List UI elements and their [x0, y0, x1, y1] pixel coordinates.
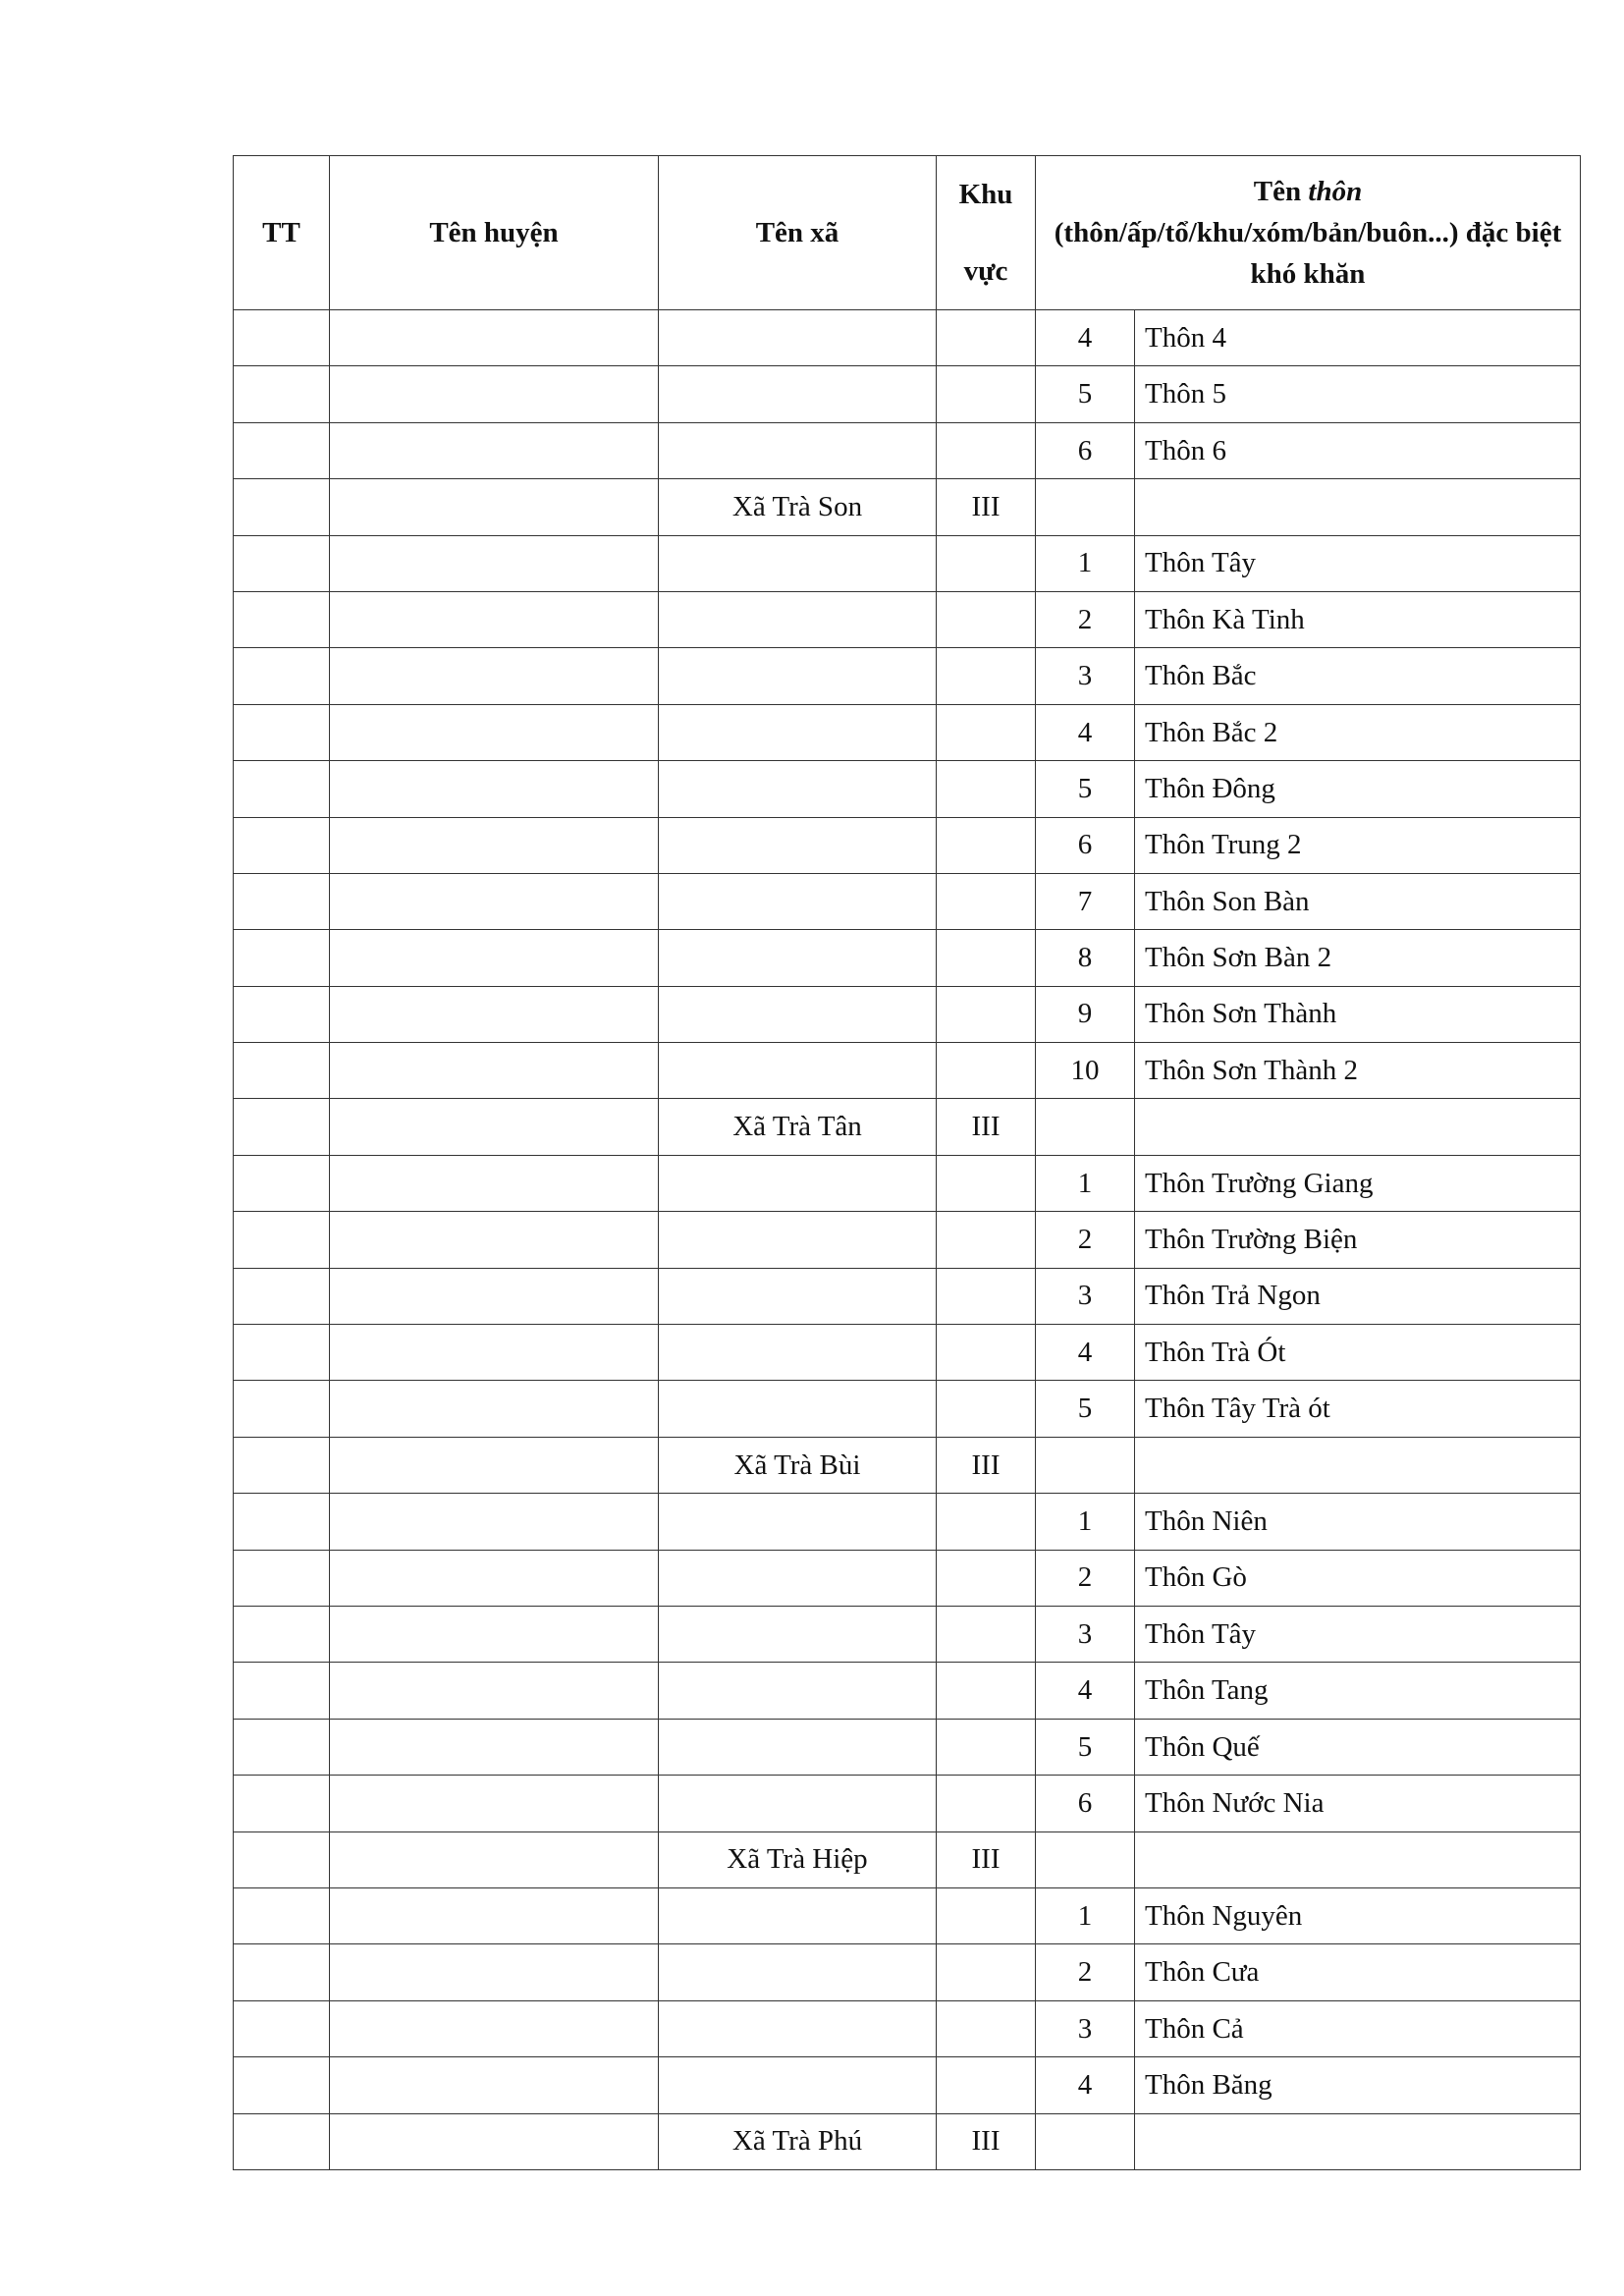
- cell-village-name: Thôn 6: [1135, 422, 1581, 478]
- cell-commune: [659, 1325, 937, 1381]
- cell-tt: [234, 873, 330, 929]
- cell-village-name: Thôn 5: [1135, 366, 1581, 422]
- cell-region: [937, 591, 1036, 647]
- table-row: [234, 1831, 1581, 1887]
- cell-commune: [659, 535, 937, 591]
- table-row: [234, 930, 1581, 986]
- cell-tt: [234, 1381, 330, 1437]
- cell-district: [330, 1268, 659, 1324]
- cell-region: [937, 1944, 1036, 2000]
- table-row: [234, 366, 1581, 422]
- table-body: [234, 310, 1581, 2170]
- cell-village-number: 4: [1036, 1325, 1135, 1381]
- cell-village-name: [1135, 2113, 1581, 2169]
- cell-village-number: 5: [1036, 761, 1135, 817]
- cell-region: [937, 1155, 1036, 1211]
- cell-district: [330, 930, 659, 986]
- cell-region: [937, 422, 1036, 478]
- cell-village-number: 3: [1036, 2000, 1135, 2056]
- cell-commune: [659, 1155, 937, 1211]
- header-tt: [234, 156, 330, 310]
- cell-tt: [234, 1437, 330, 1493]
- cell-commune: [659, 422, 937, 478]
- table-row: [234, 986, 1581, 1042]
- cell-village-number: 3: [1036, 1268, 1135, 1324]
- cell-commune: [659, 817, 937, 873]
- cell-region: III: [937, 1099, 1036, 1155]
- cell-commune: [659, 366, 937, 422]
- cell-commune: [659, 873, 937, 929]
- cell-region: [937, 704, 1036, 760]
- cell-village-number: 1: [1036, 1494, 1135, 1550]
- village-table: [233, 155, 1581, 2170]
- cell-district: [330, 2057, 659, 2113]
- cell-village-number: 2: [1036, 1212, 1135, 1268]
- cell-tt: [234, 2113, 330, 2169]
- header-commune: [659, 156, 937, 310]
- cell-village-number: 9: [1036, 986, 1135, 1042]
- cell-commune: [659, 1944, 937, 2000]
- cell-tt: [234, 817, 330, 873]
- cell-region: [937, 873, 1036, 929]
- header-village-line3: khó khăn: [1250, 258, 1366, 290]
- header-region: [937, 156, 1036, 310]
- cell-district: [330, 1831, 659, 1887]
- cell-tt: [234, 1268, 330, 1324]
- table-row: [234, 591, 1581, 647]
- cell-district: [330, 1494, 659, 1550]
- cell-village-name: Thôn Trường Biện: [1135, 1212, 1581, 1268]
- cell-commune: [659, 1606, 937, 1662]
- table-row: [234, 422, 1581, 478]
- cell-tt: [234, 2057, 330, 2113]
- cell-village-number: 5: [1036, 1381, 1135, 1437]
- cell-village-name: Thôn Sơn Thành 2: [1135, 1043, 1581, 1099]
- cell-tt: [234, 1494, 330, 1550]
- cell-commune: Xã Trà Hiệp: [659, 1831, 937, 1887]
- cell-commune: [659, 310, 937, 366]
- cell-village-number: 2: [1036, 1944, 1135, 2000]
- cell-village-number: [1036, 479, 1135, 535]
- cell-district: [330, 591, 659, 647]
- header-village: [1036, 156, 1581, 310]
- cell-village-name: Thôn Kà Tinh: [1135, 591, 1581, 647]
- cell-district: [330, 986, 659, 1042]
- cell-tt: [234, 479, 330, 535]
- cell-district: [330, 1155, 659, 1211]
- cell-village-name: Thôn Gò: [1135, 1550, 1581, 1606]
- cell-tt: [234, 1212, 330, 1268]
- cell-village-name: Thôn Niên: [1135, 1494, 1581, 1550]
- cell-commune: [659, 761, 937, 817]
- cell-village-number: 6: [1036, 817, 1135, 873]
- cell-region: [937, 535, 1036, 591]
- cell-village-name: Thôn Sơn Bàn 2: [1135, 930, 1581, 986]
- cell-commune: [659, 2000, 937, 2056]
- header-region-line1: Khu: [958, 179, 1013, 210]
- cell-village-number: [1036, 1437, 1135, 1493]
- cell-village-number: 4: [1036, 310, 1135, 366]
- cell-region: [937, 1663, 1036, 1719]
- cell-commune: [659, 591, 937, 647]
- cell-region: [937, 986, 1036, 1042]
- cell-village-name: Thôn Cưa: [1135, 1944, 1581, 2000]
- cell-village-name: Thôn Son Bàn: [1135, 873, 1581, 929]
- cell-village-name: Thôn Nguyên: [1135, 1887, 1581, 1943]
- cell-village-number: 4: [1036, 704, 1135, 760]
- cell-commune: [659, 1550, 937, 1606]
- table-row: [234, 1381, 1581, 1437]
- header-district-label: Tên huyện: [429, 216, 559, 248]
- cell-tt: [234, 1663, 330, 1719]
- cell-district: [330, 1663, 659, 1719]
- cell-commune: [659, 1663, 937, 1719]
- cell-district: [330, 1043, 659, 1099]
- cell-tt: [234, 1944, 330, 2000]
- cell-tt: [234, 930, 330, 986]
- table-row: [234, 761, 1581, 817]
- cell-region: [937, 1325, 1036, 1381]
- cell-village-name: Thôn Trà Ót: [1135, 1325, 1581, 1381]
- cell-village-number: 7: [1036, 873, 1135, 929]
- cell-village-number: 2: [1036, 591, 1135, 647]
- table-row: [234, 1776, 1581, 1831]
- cell-village-number: 4: [1036, 1663, 1135, 1719]
- cell-tt: [234, 422, 330, 478]
- cell-village-number: 6: [1036, 1776, 1135, 1831]
- header-row: [234, 156, 1581, 310]
- cell-village-name: Thôn Đông: [1135, 761, 1581, 817]
- cell-village-number: 5: [1036, 366, 1135, 422]
- cell-district: [330, 1212, 659, 1268]
- table-row: [234, 817, 1581, 873]
- cell-tt: [234, 591, 330, 647]
- table-row: [234, 648, 1581, 704]
- cell-region: [937, 1606, 1036, 1662]
- cell-region: [937, 1887, 1036, 1943]
- table-row: [234, 1212, 1581, 1268]
- cell-village-number: 4: [1036, 2057, 1135, 2113]
- table-row: [234, 479, 1581, 535]
- table-row: [234, 1887, 1581, 1943]
- cell-village-name: Thôn Tây Trà ót: [1135, 1381, 1581, 1437]
- cell-commune: [659, 704, 937, 760]
- cell-district: [330, 648, 659, 704]
- table-row: [234, 1606, 1581, 1662]
- cell-village-name: Thôn Quế: [1135, 1719, 1581, 1775]
- cell-commune: Xã Trà Bùi: [659, 1437, 937, 1493]
- cell-commune: Xã Trà Son: [659, 479, 937, 535]
- cell-village-name: Thôn Bắc: [1135, 648, 1581, 704]
- cell-village-name: Thôn Trung 2: [1135, 817, 1581, 873]
- cell-village-number: 2: [1036, 1550, 1135, 1606]
- cell-commune: [659, 1268, 937, 1324]
- cell-district: [330, 1437, 659, 1493]
- cell-district: [330, 2113, 659, 2169]
- cell-village-number: 1: [1036, 1155, 1135, 1211]
- cell-district: [330, 704, 659, 760]
- cell-region: [937, 817, 1036, 873]
- cell-tt: [234, 1776, 330, 1831]
- cell-village-number: [1036, 1831, 1135, 1887]
- cell-district: [330, 2000, 659, 2056]
- cell-tt: [234, 535, 330, 591]
- cell-district: [330, 1550, 659, 1606]
- cell-commune: [659, 1494, 937, 1550]
- table-row: [234, 1155, 1581, 1211]
- cell-tt: [234, 2000, 330, 2056]
- cell-region: III: [937, 1437, 1036, 1493]
- cell-village-name: Thôn Trường Giang: [1135, 1155, 1581, 1211]
- header-village-line2: (thôn/ấp/tổ/khu/xóm/bản/buôn...) đặc biệt: [1054, 217, 1562, 248]
- cell-region: [937, 1268, 1036, 1324]
- cell-commune: [659, 986, 937, 1042]
- cell-region: [937, 930, 1036, 986]
- cell-district: [330, 1887, 659, 1943]
- cell-commune: [659, 1381, 937, 1437]
- cell-region: [937, 1212, 1036, 1268]
- cell-village-name: Thôn Tang: [1135, 1663, 1581, 1719]
- cell-region: [937, 1776, 1036, 1831]
- cell-village-number: 6: [1036, 422, 1135, 478]
- table-row: [234, 1944, 1581, 2000]
- header-tt-label: TT: [262, 216, 300, 248]
- cell-region: III: [937, 2113, 1036, 2169]
- cell-region: [937, 2057, 1036, 2113]
- header-district: [330, 156, 659, 310]
- cell-village-name: [1135, 1437, 1581, 1493]
- cell-tt: [234, 1719, 330, 1775]
- cell-tt: [234, 761, 330, 817]
- cell-tt: [234, 1325, 330, 1381]
- table-row: [234, 1494, 1581, 1550]
- table-row: [234, 310, 1581, 366]
- header-village-italic: thôn: [1308, 176, 1363, 207]
- cell-commune: [659, 1776, 937, 1831]
- cell-region: [937, 648, 1036, 704]
- cell-village-number: 8: [1036, 930, 1135, 986]
- cell-district: [330, 479, 659, 535]
- cell-district: [330, 366, 659, 422]
- cell-village-name: [1135, 479, 1581, 535]
- cell-tt: [234, 1099, 330, 1155]
- cell-commune: Xã Trà Tân: [659, 1099, 937, 1155]
- table-row: [234, 2000, 1581, 2056]
- cell-village-name: Thôn Bắc 2: [1135, 704, 1581, 760]
- cell-village-number: [1036, 1099, 1135, 1155]
- table-row: [234, 1099, 1581, 1155]
- cell-region: [937, 2000, 1036, 2056]
- cell-village-number: 3: [1036, 648, 1135, 704]
- cell-village-name: Thôn Tây: [1135, 535, 1581, 591]
- table-row: [234, 1043, 1581, 1099]
- cell-tt: [234, 1831, 330, 1887]
- table-row: [234, 1550, 1581, 1606]
- cell-tt: [234, 1887, 330, 1943]
- cell-village-name: Thôn Cả: [1135, 2000, 1581, 2056]
- cell-region: [937, 310, 1036, 366]
- cell-village-number: 10: [1036, 1043, 1135, 1099]
- cell-commune: [659, 1719, 937, 1775]
- cell-tt: [234, 1043, 330, 1099]
- cell-district: [330, 1325, 659, 1381]
- cell-region: III: [937, 1831, 1036, 1887]
- table-row: [234, 1325, 1581, 1381]
- cell-tt: [234, 366, 330, 422]
- header-region-line2: vực: [963, 255, 1008, 287]
- cell-tt: [234, 704, 330, 760]
- cell-region: [937, 1550, 1036, 1606]
- table-row: [234, 1719, 1581, 1775]
- cell-district: [330, 422, 659, 478]
- cell-district: [330, 535, 659, 591]
- table-row: [234, 1268, 1581, 1324]
- cell-district: [330, 310, 659, 366]
- table-row: [234, 1663, 1581, 1719]
- cell-tt: [234, 1155, 330, 1211]
- cell-region: III: [937, 479, 1036, 535]
- cell-commune: Xã Trà Phú: [659, 2113, 937, 2169]
- table-row: [234, 704, 1581, 760]
- cell-village-number: 3: [1036, 1606, 1135, 1662]
- cell-village-name: Thôn Sơn Thành: [1135, 986, 1581, 1042]
- cell-village-number: 1: [1036, 535, 1135, 591]
- cell-district: [330, 1719, 659, 1775]
- table-row: [234, 535, 1581, 591]
- cell-district: [330, 1944, 659, 2000]
- cell-district: [330, 1099, 659, 1155]
- cell-commune: [659, 1043, 937, 1099]
- cell-village-name: Thôn Nước Nia: [1135, 1776, 1581, 1831]
- cell-village-number: [1036, 2113, 1135, 2169]
- cell-village-name: [1135, 1099, 1581, 1155]
- cell-commune: [659, 648, 937, 704]
- cell-region: [937, 366, 1036, 422]
- cell-district: [330, 1606, 659, 1662]
- cell-region: [937, 1719, 1036, 1775]
- cell-district: [330, 873, 659, 929]
- cell-region: [937, 1494, 1036, 1550]
- cell-tt: [234, 1550, 330, 1606]
- cell-village-name: [1135, 1831, 1581, 1887]
- cell-village-name: Thôn Tây: [1135, 1606, 1581, 1662]
- cell-region: [937, 1043, 1036, 1099]
- cell-commune: [659, 1212, 937, 1268]
- cell-region: [937, 1381, 1036, 1437]
- table-row: [234, 873, 1581, 929]
- cell-district: [330, 1381, 659, 1437]
- cell-tt: [234, 1606, 330, 1662]
- cell-commune: [659, 2057, 937, 2113]
- cell-tt: [234, 310, 330, 366]
- cell-district: [330, 1776, 659, 1831]
- header-commune-label: Tên xã: [755, 216, 839, 248]
- cell-village-number: 1: [1036, 1887, 1135, 1943]
- cell-region: [937, 761, 1036, 817]
- table-row: [234, 1437, 1581, 1493]
- cell-commune: [659, 930, 937, 986]
- cell-district: [330, 817, 659, 873]
- table-row: [234, 2113, 1581, 2169]
- cell-village-number: 5: [1036, 1719, 1135, 1775]
- table-row: [234, 2057, 1581, 2113]
- header-village-prefix: Tên: [1253, 176, 1309, 207]
- cell-village-name: Thôn Trả Ngon: [1135, 1268, 1581, 1324]
- cell-district: [330, 761, 659, 817]
- cell-commune: [659, 1887, 937, 1943]
- cell-village-name: Thôn 4: [1135, 310, 1581, 366]
- cell-village-name: Thôn Băng: [1135, 2057, 1581, 2113]
- cell-tt: [234, 986, 330, 1042]
- cell-tt: [234, 648, 330, 704]
